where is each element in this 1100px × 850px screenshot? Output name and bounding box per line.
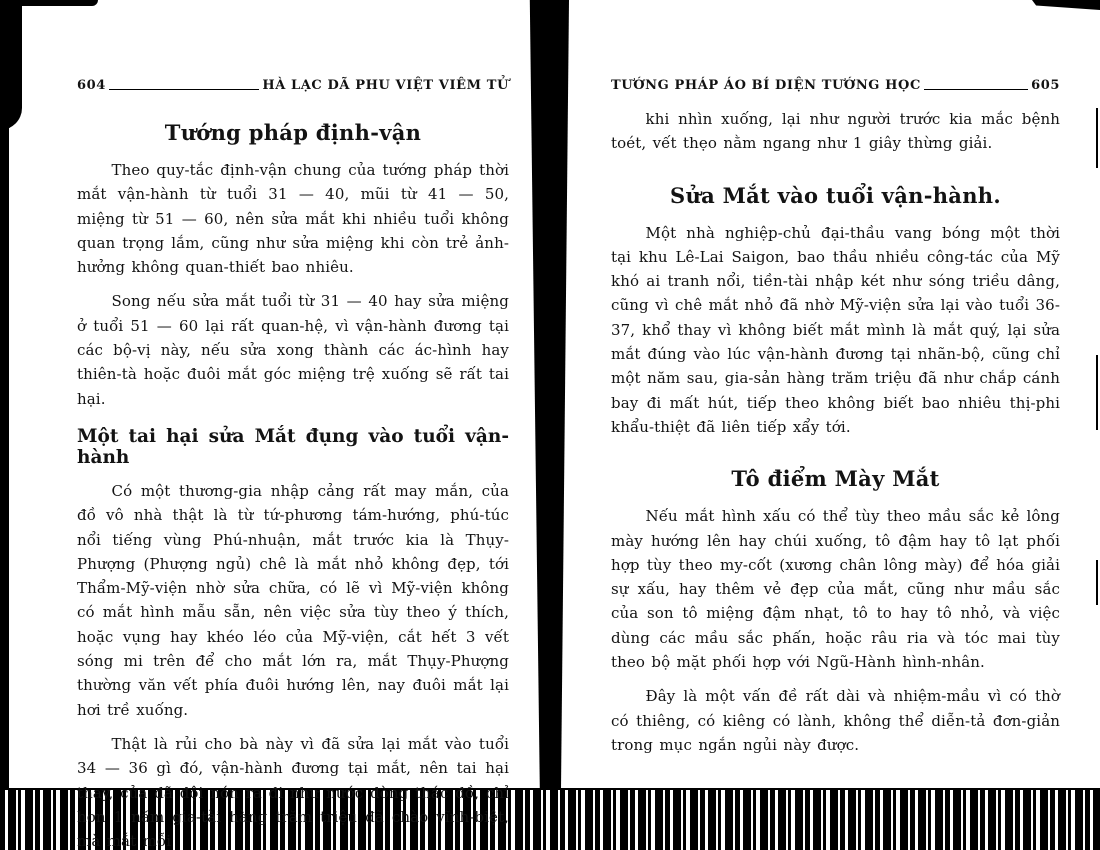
right-page-header (611, 78, 1060, 93)
paragraph: khi nhìn xuống, lại như người trước kia mắc bệnh toét, vết thẹo nằm ngang như 1 giây thừng giải. (611, 110, 1060, 153)
left-page-number: 604 (77, 78, 106, 93)
scan-top-edge-shadow-right (1032, 0, 1100, 10)
book-gutter-shadow (529, 0, 569, 789)
scan-right-edge-mark (1096, 560, 1098, 605)
paragraph: Song nếu sửa mắt tuổi từ 31 — 40 hay sửa miệng ở tuổi 51 — 60 lại rất quan-hệ, vì vận-hành đương tại các bộ-vị này, nếu sửa xong thành các ác-hình hay thiên-tà hoặc đuôi mắt góc miệng trệ xuống sẽ rất tai hại. (77, 292, 509, 408)
paragraph: Theo quy-tắc định-vận chung của tướng pháp thời mắt vận-hành từ tuổi 31 — 40, mũi từ 41 — 50, miệng từ 51 — 60, nên sửa mắt khi nhiều tuổi không quan trọng lắm, cũng như sửa miệng khi còn trẻ ảnh-hưởng không quan-thiết bao nhiêu. (77, 161, 509, 277)
paragraph: Thật là rủi cho bà này vì đã sửa lại mắt vào tuổi 34 — 36 gì đó, vận-hành đương tại mắt, nên tai hại thay, của đã đội nón ra đi như nước dòng thác đồ, chỉ hơn 1 năm gia-tài hàng trăm triệu đã chào vĩnh-biệt, mà mắt mỗi (77, 734, 509, 850)
right-page-number: 605 (1031, 78, 1060, 93)
section-heading: Tô điểm Mày Mắt (731, 466, 940, 492)
header-rule (109, 88, 259, 90)
section-heading: Sửa Mắt vào tuổi vận-hành. (670, 182, 1001, 208)
scan-left-edge-shadow (0, 0, 9, 792)
paragraph: Có một thương-gia nhập cảng rất may mắn, của đồ vô nhà thật là từ tứ-phương tám-hướng, phú-túc nổi tiếng vùng Phú-nhuận, mắt trước kia là Thụy-Phượng (Phượng ngủ) chê là mắt nhỏ không đẹp, tới Thẩm-Mỹ-viện nhờ sửa chữa, có lẽ vì Mỹ-viện không có mắt hình mẫu sẵn, nên việc sửa tùy theo ý thích, hoặc vụng hay khéo léo của Mỹ-viện, cắt hết 3 vết sóng mi trên để cho mắt lớn ra, mắt Thụy-Phượng thường văn vết phía đuôi hướng lên, nay đuôi mắt lại hơi trề xuống. (77, 481, 509, 719)
right-running-title: TƯỚNG PHÁP ÁO BÍ DIỆN TƯỚNG HỌC (611, 78, 921, 93)
section-heading: Tướng pháp định-vận (164, 120, 422, 145)
left-running-title: HÀ LẠC DÃ PHU VIỆT VIÊM TỬ (262, 78, 509, 93)
left-page (77, 78, 509, 850)
right-page (611, 78, 1060, 767)
scan-right-edge-mark (1096, 108, 1098, 168)
scan-top-edge-shadow-left (8, 0, 98, 6)
left-page-header (77, 78, 509, 93)
paragraph: Một nhà nghiệp-chủ đại-thầu vang bóng một thời tại khu Lê-Lai Saigon, bao thầu nhiều công-tác của Mỹ khó ai tranh nổi, tiền-tài nhập két như sóng triều dâng, cũng vì chê mắt nhỏ đã nhờ Mỹ-viện sửa lại vào tuổi 36-37, khổ thay vì không biết mắt mình là mắt quý, lại sửa mắt đúng vào lúc vận-hành đương tại nhãn-bộ, cũng chỉ một năm sau, gia-sản hàng trăm triệu đã như chắp cánh bay đi mất hút, tiếp theo không biết bao nhiêu thị-phi khẩu-thiệt đã liên tiếp xẩy tới. (611, 223, 1060, 436)
section-subheading: Một tai hại sửa Mắt đụng vào tuổi vận-hành (77, 425, 509, 468)
paragraph: Nếu mắt hình xấu có thể tùy theo mầu sắc kẻ lông mày hướng lên hay chúi xuống, tô đậm hay tô lạt phối hợp tùy theo my-cốt (xương chân lông mày) để hóa giải sự xấu, hay thêm vẻ đẹp của mắt, cũng như mầu sắc của son tô miệng đậm nhạt, tô to hay tô nhỏ, và việc dùng các mầu sắc phấn, hoặc râu ria và tóc mai tùy theo bộ mặt phối hợp với Ngũ-Hành hình-nhân. (611, 507, 1060, 672)
scan-right-edge-mark (1096, 355, 1098, 430)
header-rule (924, 88, 1028, 90)
paragraph: Đây là một vấn đề rất dài và nhiệm-mầu vì có thờ có thiêng, có kiêng có lành, không thể diễn-tả đơn-giản trong mục ngắn ngủi này được. (611, 687, 1060, 754)
